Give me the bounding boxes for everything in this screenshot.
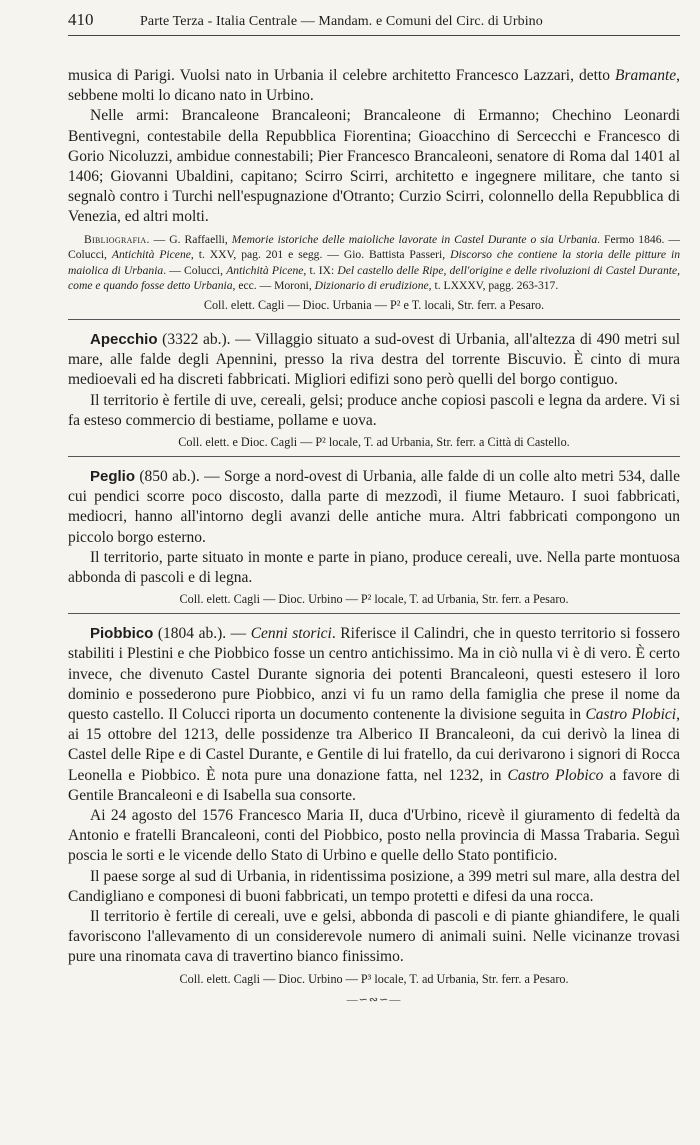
section-divider [68, 456, 680, 457]
apecchio-title: Apecchio [90, 331, 158, 348]
page-number: 410 [68, 10, 94, 29]
bramante-italic: Bramante [615, 67, 677, 84]
piobbico-title: Piobbico [90, 625, 154, 643]
apecchio-paragraph-2: Il territorio è fertile di uve, cereali, gelsi; produce anche copiosi pascoli e legna da ardere. Vi si fa esteso commercio di bestiame, pollame e uova. [68, 391, 680, 429]
apecchio-paragraph-1: Apecchio (3322 ab.). — Villaggio situato a sud-ovest di Urbania, all'altezza di 490 metri sul mare, alle falde degli Apennini, presso la riva destra del torrente Biscuvio. È cinto di mura medioevali ed ha discreti fabbricati. Migliori edifizi sono però quelli del borgo contiguo. [68, 331, 680, 389]
piobbico-paragraph-4: Il territorio è fertile di cereali, uve e gelsi, abbonda di pascoli e di piante ghiandifere, le quali favoriscono l'allevamento di un considerevole numero di animali suini. Nelle vicinanze trovasi pure una rinomata cava di travertino bianco finissimo. [68, 908, 680, 966]
urbania-arms-paragraph: Nelle armi: Brancaleone Brancaleoni; Brancaleone di Ermanno; Chechino Leonardi Bentivegni, contestabile della Repubblica Fiorentina; Gioacchino di Sercecchi e Francesco di Gorio Nicoluzzi, ambidue connestabili; Pier Francesco Brancaleoni, senatore di Roma dal 1401 al 1406; Giovanni Ubaldini, capitano; Scirro Scirri, architetto e ingegnere militare, che tanto si segnalò contro i Turchi nell'espugnazione d'Otranto; Curzio Scirri, colonnello della Repubblica di Venezia, ed altri molti. [68, 107, 680, 226]
urbania-continuation: musica di Parigi. Vuolsi nato in Urbania il celebre architetto Francesco Lazzari, detto Bramante, sebbene molti lo dicano nato in Urbino. [68, 67, 681, 105]
peglio-title: Peglio [90, 468, 136, 486]
urbania-collegio: Coll. elett. Cagli — Dioc. Urbania — P² e T. locali, Str. ferr. a Pesaro. [203, 298, 545, 312]
end-ornament: —∽∾∽— [346, 993, 402, 1006]
bibliography: Bibliografia. — G. Raffaelli, Memorie istoriche delle maioliche lavorate in Castel Durante o sia Urbania. Fermo 1846. — Colucci, Antichità Picene, t. XXV, pag. 201 e segg. — Gio. Battista Passeri, Discorso che contiene la storia delle pitture in maiolica di Urbania. — Colucci, Antichità Picene, t. IX: Del castello delle Ripe, dell'origine e delle rivoluzioni di Castel Durante, come e quando fosse detto Urbania, ecc. — Moroni, Dizionario di erudizione, t. LXXXV, pagg. 263-317. [68, 232, 681, 293]
piobbico-paragraph-3: Il paese sorge al sud di Urbania, in ridentissima posizione, a 399 metri sul mare, alla destra del Candigliano e componesi di buoni fabbricati, un tempo protetti e difesi da una rocca. [68, 867, 680, 905]
apecchio-collegio: Coll. elett. e Dioc. Cagli — P² locale, T. ad Urbania, Str. ferr. a Città di Castello. [178, 435, 570, 450]
section-divider [68, 319, 680, 320]
piobbico-paragraph-2: Ai 24 agosto del 1576 Francesco Maria II, duca d'Urbino, ricevè il giuramento di fedeltà da Antonio e fratelli Brancaleoni, conti del Piobbico, posto nella provincia di Massa Trabaria. Seguì poscia le sorti e le vicende dello Stato di Urbino e quelle dello Stato pontificio. [68, 807, 680, 865]
running-title: Parte Terza - Italia Centrale — Mandam. e Comuni del Circ. di Urbino [140, 14, 543, 29]
peglio-paragraph-2: Il territorio, parte situato in monte e parte in piano, produce cereali, uve. Nella parte montuosa abbonda di pascoli e di legna. [68, 548, 680, 587]
running-header [68, 10, 680, 36]
page [68, 10, 680, 1006]
piobbico-paragraph-1: Piobbico (1804 ab.). — Cenni storici. Riferisce il Calindri, che in questo territorio si fossero stabiliti i Plestini e che Piobbico fosse un centro antichissimo. Ma in ciò nulla vi è di vero. È certo invece, che divenuto Castel Durante signoria dei potenti Brancaleoni, questi estesero il loro dominio e possederono pure Piobbico, anzi vi fu un ramo della famiglia che prese il nome da questo castello. Il Colucci riporta un documento contenente la divisione seguita in Castro Plobici, ai 15 ottobre del 1213, delle possidenze tra Alberico II Brancaleoni, da cui derivò la linea di Castel delle Ripe e di Castel Durante, e Gentile di lui fratello, da cui derivarono i signori di Rocca Leonella e Piobbico. È nota pure una donazione fatta, nel 1232, in Castro Plobico a favore di Gentile Brancaleoni e di Isabella sua consorte. [68, 625, 680, 804]
peglio-paragraph-1: Peglio (850 ab.). — Sorge a nord-ovest di Urbania, alle falde di un colle alto metri 534, dalle cui pendici scorre poco discosto, dalla parte di mezzodì, il fiume Metauro. I suoi fabbricati, mediocri, hanno all'intorno degli avanzi delle antiche mura. Altri fabbricati compongono un piccolo borgo esterno. [68, 468, 680, 546]
piobbico-collegio: Coll. elett. Cagli — Dioc. Urbino — P³ locale, T. ad Urbania, Str. ferr. a Pesaro. [179, 971, 569, 986]
section-divider [68, 613, 680, 614]
peglio-collegio: Coll. elett. Cagli — Dioc. Urbino — P² locale, T. ad Urbania, Str. ferr. a Pesaro. [179, 592, 569, 607]
